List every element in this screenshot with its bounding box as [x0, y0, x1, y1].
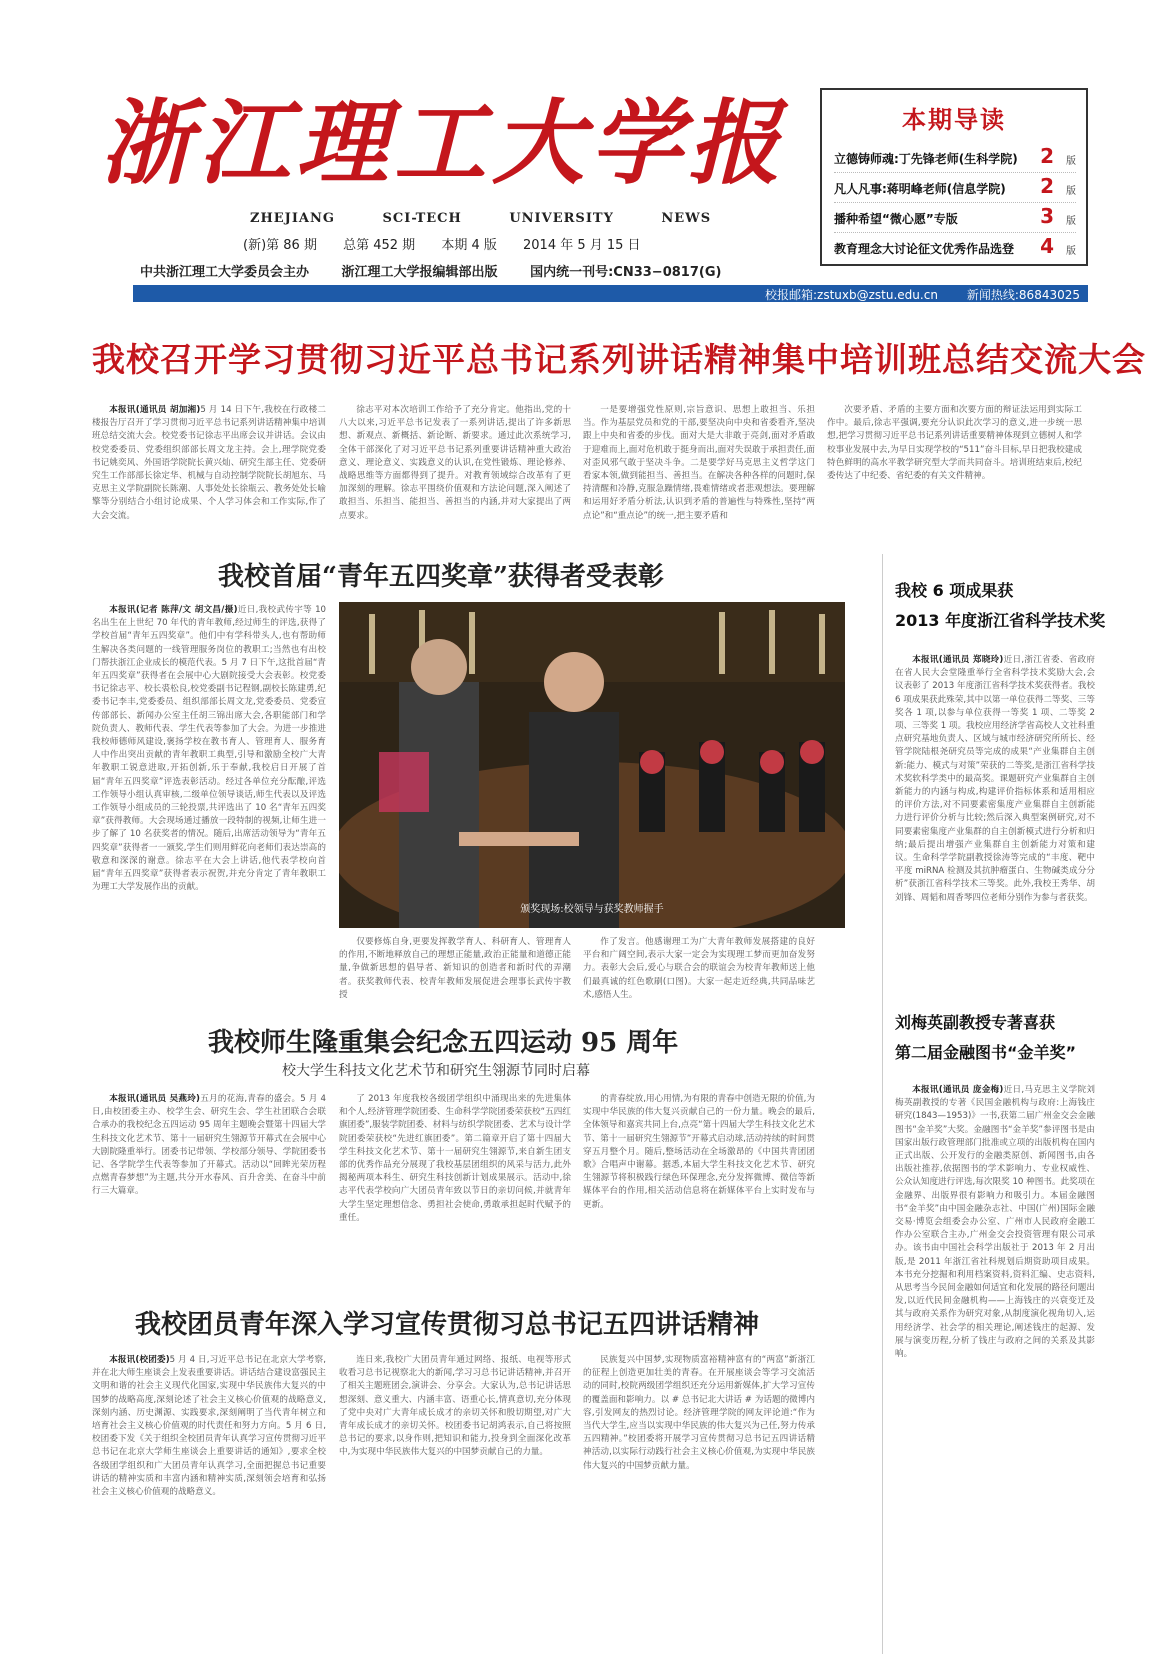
sidebar-story1-title2[interactable]: 2013 年度浙江省科学技术奖: [895, 611, 1106, 630]
english-masthead: [250, 211, 753, 226]
article-text: 近日,我校武传宇等 10 名出生在上世纪 70 年代的青年教师,经过师生的评选,获得了学校首届“青年五四奖章”。他们中有学科带头人,也有帮助师生解决各类问题的一线管理服务岗位的教职工;当然也有出校门帮扶浙江企业成长的模范代表。5 月 7 日下午,这批首届“青年五四奖章”获得者在会展中心大剧院接受大会表彰。校党委书记徐志平、校长裘松良,校党委副书记程钢,副校长陈建勇,纪委书记李丰,党委委员、组织部部长周文龙,党委委员、党委宣传部部长、新闻办公室主任胡三锦出席大会,各职能部门和学院负责人、教师代表、学生代表等参加了大会。为进一步推进我校师德师风建设,褒扬学校在教书育人、管理育人、服务育人中作出突出贡献的青年教职工典型,引导和激励全校广大青年教职工锐意进取,开拓创新,乐于奉献,我校启日开展了首届“青年五四奖章”评选表彰活动。经过各单位充分酝酿,评选工作领导小组认真审核,二级单位领导谈话,师生代表以及评选工作领导小组成员的三轮投票,共评选出了 10 名“青年五四奖章”获得教师。大会现场通过播放一段特制的视频,让师生进一步了解了 10 名获奖者的情况。随后,出席活动领导为“青年五四奖章”获得者一一颁奖,学生们则用鲜花向老师们表达崇高的敬意和深深的谢意。徐志平在大会上讲话,他代表学校向首届“青年五四奖章”获得者表示祝贺,并充分肯定了青年教职工为理工大学发展作出的贡献。: [92, 605, 326, 893]
article3-subtitle: 校大学生科技文化艺术节和研究生翎源节同时启幕: [282, 1063, 590, 1079]
issue-new: (新)第 86 期: [243, 238, 317, 253]
article-text: 一是要增强党性原则,宗旨意识、思想上敢担当、乐担当。作为基层党员和党的干部,要坚决向中央和省委看齐,坚决跟上中央和省委的步伐。面对大是大非敢于亮剑,面对矛盾敢于迎难而上,面对危机敢于挺身而出,面对失误敢于承担责任,面对歪风邪气敢于坚决斗争。二是要学好马克思主义哲学这门看家本领,做到能担当、善担当。在解决各种各样的问题时,保持清醒和冷静,克服急躁情绪,畏难情绪或者悲观想法。要理解和运用好矛盾分析法,认识到矛盾的普遍性与特殊性,坚持“两点论”和“重点论”的统一,把主要矛盾和: [583, 405, 815, 521]
sidebar: [882, 554, 1106, 1654]
guide-item-text: 凡人凡事:蒋明峰老师(信息学院): [834, 182, 1006, 196]
issue-pages: 本期 4 版: [441, 238, 497, 253]
guide-item-text: 播种希望“微心愿”专版: [834, 212, 958, 226]
sponsor-line: [140, 261, 749, 280]
english-word: ZHEJIANG: [250, 211, 335, 226]
article2-col3: [583, 936, 815, 998]
guide-title: 本期导读: [902, 106, 1006, 134]
award-photo: [339, 602, 845, 928]
guide-item-unit: 版: [1066, 156, 1076, 167]
guide-item-text: 立德铸师魂:丁先锋老师(生科学院): [834, 152, 1018, 166]
guide-item-unit: 版: [1066, 216, 1076, 227]
article-text: 连日来,我校广大团员青年通过网络、报纸、电视等形式收看习总书记视察北大的新闻,学习习总书记讲话精神,并召开了相关主题班团会,演讲会、分享会。大家认为,总书记讲话思想深刻、意义重大、内涵丰富、语重心长,情真意切,充分体现了党中央对广大青年成长成才的亲切关怀和殷切期望,对广大青年成长成才的亲切关怀。校团委书记胡鸿表示,自己将按照总书记的要求,以身作则,把知识和能力,投身到全面深化改革中,为实现中华民族伟大复兴的中国梦贡献自己的力量。: [339, 1355, 571, 1458]
sidebar-story1-body: [895, 654, 1095, 1022]
issue-date: 2014 年 5 月 15 日: [523, 238, 641, 253]
byline: 本报讯(记者 陈萍/文 胡文昌/摄): [109, 605, 238, 615]
english-word: SCI-TECH: [382, 211, 462, 226]
sidebar-story2-body: [895, 1084, 1095, 1634]
article1-col4: [827, 404, 1082, 532]
article-text: 作了发言。他感谢理工为广大青年教师发展搭建的良好平台和广阔空间,表示大家一定会为实现理工梦而更加奋发努力。表彰大会后,爱心与联合会的联谊会为校青年教师送上他们最真诚的红色歌刷(口图)。大家一起走近经典,共同品味艺术,感悟人生。: [583, 937, 815, 998]
article-text: 徐志平对本次培训工作给予了充分肯定。他指出,党的十八大以来,习近平总书记发表了一系列讲话,提出了许多新思想、新观点、新概括、新论断、新要求。通过此次系统学习,全体干部深化了对习近平总书记系列重要讲话精神重大政治意义、理论意义、实践意义的认识,在党性锻炼、理论修养、战略思维等方面都得到了提升。对教育领域综合改革有了更加深刻的理解。徐志平围绕价值观和方法论问题,深入阐述了敢担当、乐担当、能担当、善担当的内涵,并对大家提出了两点要求。: [339, 405, 571, 521]
article2-col2: [339, 936, 571, 998]
issue-total: 总第 452 期: [343, 238, 416, 253]
guide-item-page: 3: [1040, 204, 1054, 228]
article-text: 5 月 14 日下午,我校在行政楼二楼报告厅召开了学习贯彻习近平总书记系列讲话精神集中培训班总结交流大会。校党委书记徐志平出席会议并讲话。会议由校党委委员、党委组织部部长周文龙主持。会上,理学院党委书记姚奕风、外国语学院院长黄兴灿、研究生部主任、党委研究生工作部部长徐定华、机械与自动控制学院院长胡旭东、马克思主义学院副院长陈潮、人事处处长徐瓶云、教务处处长喻擎等分别结合小组讨论成果、个人学习体会和工作实际,作了大会交流。: [92, 405, 326, 521]
article3-col3: [583, 1093, 815, 1263]
byline: 本报讯(通讯员 庞金梅): [912, 1085, 1004, 1095]
article1-col1: [92, 404, 326, 532]
article3-col2: [339, 1093, 571, 1263]
guide-item[interactable]: [834, 142, 1076, 173]
article4-headline[interactable]: 我校团员青年深入学习宣传贯彻习总书记五四讲话精神: [135, 1310, 760, 1340]
english-word: NEWS: [661, 211, 712, 226]
guide-item-page: 2: [1040, 174, 1054, 198]
award-photo-illustration: [339, 602, 845, 928]
article-text: 民族复兴中国梦,实现物质富裕精神富有的“两富”新浙江的征程上创造更加壮美的青春。在开展座谈会等学习交流活动的同时,校院两级团学组织还充分运用新媒体,扩大学习宣传的覆盖面和影响力。以 # 总书记北大讲话 # 为话题的微博内容,引发网友的热烈讨论。经济管理学院的网友评论道:“作为当代大学生,应当以实现中华民族的伟大复兴为己任,努力传承五四精神。”校团委将开展学习宣传贯彻习总书记五四讲话精神活动,以实际行动践行社会主义核心价值观,为实现中华民族伟大复兴的中国梦贡献力量。: [583, 1355, 815, 1471]
article-text: 的青春绽放,用心用情,为有限的青春中创造无限的价值,为实现中华民族的伟大复兴贡献自己的一份力量。晚会的最后,全体领导和嘉宾共同上台,点亮“第十四届大学生科技文化艺术节、第十一届研究生翎源节”开幕式启动球,活动持续的时间贯穿五月整个月。随后,整场活动在全场激昂的《中国共青团团歌》合唱声中谢幕。据悉,本届大学生科技文化艺术节、研究生翎源节将积极践行绿色环保理念,充分发挥微博、微信等新媒体平台的作用,相关活动信息将在新媒体平台上实时发布与更新。: [583, 1094, 815, 1210]
byline: 本报讯(通讯员 吴燕玲): [109, 1094, 200, 1104]
hotline-text: 新闻热线:86843025: [966, 288, 1080, 302]
article-text: 近日,马克思主义学院刘梅英副教授的专著《民国金融机构与政府:上海钱庄研究(1843—1953)》一书,获第二届广州金交会金融图书“金羊奖”大奖。金融图书“金羊奖”参评图书是由国家出版行政管理部门批准或立项的出版机构在国内正式出版、公开发行的金融类原创、新闻图书,由各出版社推荐,依据图书的学术影响力、专业权威性、公众认知度进行评选,每次限奖 10 种图书。此奖项在金融界、出版界很有影响力和吸引力。本届金融图书“金羊奖”由中国金融杂志社、中国(广州)国际金融交易·博览会组委会办公室、广州市人民政府金融工作办公室联合主办,广州金交会投资管理有限公司承办。该书由中国社会科学出版社于 2013 年 2 月出版,是 2011 年浙江省社科规划后期资助项目成果。本书充分挖掘和利用档案资料,资料汇编、史志资料,从思考当今民间金融如何适宜和化发展的路径问题出发,以近代民间金融机构——上海钱庄的兴衰变迁及其与政府关系作为研究对象,从制度演化视角切入,运用经济学、社会学的相关理论,阐述钱庄的起源、发展与演变历程,分析了钱庄与政府之间的关系及其影响。: [895, 1085, 1095, 1360]
article-text: 5 月 4 日,习近平总书记在北京大学考察,并在北大师生座谈会上发表重要讲话。讲话结合建设富强民主文明和谐的社会主义现代化国家,实现中华民族伟大复兴的中国梦的战略高度,深刻论述了社会主义核心价值观的战略意义,深刻内涵、历史渊源、实践要求,深刻阐明了当代青年树立和培育社会主义核心价值观的时代责任和努力方向。5 月 6 日,校团委下发《关于组织全校团员青年认真学习宣传贯彻习近平总书记在北京大学师生座谈会上重要讲话的通知》,要求全校各级团学组织和广大团员青年认真学习,全面把握总书记重要讲话的精神实质和丰富内涵和精神实质,深刻领会培育和弘扬社会主义核心价值观的战略意义。: [92, 1355, 326, 1498]
guide-item-page: 2: [1040, 144, 1054, 168]
guide-box: [820, 88, 1088, 266]
article1-col3: [583, 404, 815, 532]
sidebar-story1-title1[interactable]: 我校 6 项成果获: [895, 581, 1014, 600]
sidebar-story2-title1[interactable]: 刘梅英副教授专著喜获: [895, 1013, 1056, 1032]
lead-headline[interactable]: 我校召开学习贯彻习近平总书记系列讲话精神集中培训班总结交流大会: [92, 340, 1146, 379]
photo-caption: 颁奖现场:校领导与获奖教师握手: [520, 904, 664, 915]
article-text: 了 2013 年度我校各级团学组织中涌现出来的先进集体和个人,经济管理学院团委、生命科学学院团委荣获校“五四红旗团委”,服装学院团委、材料与纺织学院团委、艺术与设计学院团委荣获校“先进红旗团委”。第二篇章开启了第十四届大学生科技文化艺术节、第十一届研究生翎源节,来自新生团支部的优秀作品充分展现了我校基层团组织的风采与活力,此外揭秘两项本科生、研究生科技创新计划成果展示。活动中,徐志平代表学校向广大团员青年致以节日的亲切问候,并就青年大学生坚定理想信念、勇担社会使命,勇敢承担起时代赋予的重任。: [339, 1094, 571, 1223]
english-word: UNIVERSITY: [509, 211, 614, 226]
newspaper-masthead: 浙江理工大学报: [100, 89, 787, 197]
article-text: 次要矛盾、矛盾的主要方面和次要方面的辩证法运用到实际工作中。最后,徐志平强调,要充分认识此次学习的意义,进一步统一思想,把学习贯彻习近平总书记系列讲话重要精神体现到立德树人和学校事业发展中去,为早日实现学校的“511”奋斗目标,早日把我校建成特色鲜明的高水平教学研究型大学而共同奋斗。培训班结束后,校纪委传达了中纪委、省纪委的有关文件精神。: [827, 405, 1082, 482]
guide-item[interactable]: [834, 232, 1076, 262]
guide-item-unit: 版: [1066, 186, 1076, 197]
article1-col2: [339, 404, 571, 532]
byline: 本报讯(通讯员 郑晓玲): [912, 655, 1004, 665]
contact-bar: [133, 285, 1088, 302]
article-text: 五月的花海,青春的盛会。5 月 4 日,由校团委主办、校学生会、研究生会、学生社团联合会联合承办的我校纪念五四运动 95 周年主题晚会暨第十四届大学生科技文化艺术节、第十一届研究生翎源节开幕式在会展中心大剧院隆重举行。团委书记带领、学校部分领导、学院团委书记、各学院学生代表等参加了开幕式。活动以“回眸光荣历程 点燃青春梦想”为主题,共分开水春风、百升舍美、在奋斗中前行三大篇章。: [92, 1094, 326, 1197]
guide-item[interactable]: [834, 172, 1076, 203]
sponsor: 中共浙江理工大学委员会主办: [140, 265, 310, 280]
guide-item-page: 4: [1040, 234, 1054, 258]
guide-item-text: 教育理念大讨论征文优秀作品选登: [834, 242, 1015, 256]
byline: 本报讯(通讯员 胡加湘): [109, 405, 201, 415]
article2-headline[interactable]: 我校首届“青年五四奖章”获得者受表彰: [218, 562, 664, 592]
email-text[interactable]: 校报邮箱:zstuxb@zstu.edu.cn: [765, 288, 938, 302]
article-text: 近日,浙江省委、省政府在省人民大会堂隆重举行全省科学技术奖励大会,会议表彰了 2013 年度浙江省科学技术奖获得者。我校 6 项成果获此殊荣,其中以第一单位获得二等奖、三等奖各 1 项,以参与单位获得一等奖 1 项、二等奖 2 项、三等奖 1 项。我校应用经济学省高校人文社科重点研究基地负责人、区域与城市经济研究所所长、经管学院陆根尧研究员等完成的成果“产业集群自主创新:能力、模式与对策”荣获的二等奖,是浙江省科学技术奖软科学类中的最高奖。课题研究产业集群自主创新能力的内涵与构成,构建评价指标体系和适用相应的评价方法,对不同要素密集度产业集群自主创新能力进行评价分析与比较;然后深入典型案例研究,对不同要素密集度产业集群的自主创新模式进行分析和归纳;最后提出增强产业集群自主创新能力对策和建议。生命科学学院副教授徐涛等完成的“丰度、靶中平度 miRNA 检测及其抗肿瘤蛋白、生物碱类成分分析”获浙江省科学技术三等奖。此外,我校王秀华、胡刘锋、周韬和周香琴四位老师分别作为参与者获奖。: [895, 655, 1095, 903]
article3-col1: [92, 1093, 326, 1263]
article2-col1: [92, 604, 326, 998]
article4-col2: [339, 1354, 571, 1632]
article-text: 仅要修炼自身,更要发挥教学育人、科研育人、管理育人的作用,不断地释放自己的理想正能量,政治正能量和道德正能量,争做新思想的倡导者、新知识的创造者和新时代的弄潮者。获奖教师代表、校青年教师发展促进会理事长武传宇教授: [339, 937, 571, 998]
guide-item[interactable]: [834, 202, 1076, 233]
article4-col3: [583, 1354, 815, 1632]
article4-col1: [92, 1354, 326, 1632]
cn-number: 国内统一刊号:CN33−0817(G): [530, 265, 722, 280]
guide-item-unit: 版: [1066, 246, 1076, 257]
byline: 本报讯(校团委): [109, 1355, 170, 1365]
sidebar-story2-title2[interactable]: 第二届金融图书“金羊奖”: [895, 1043, 1077, 1062]
issue-info: [243, 234, 663, 253]
article3-headline[interactable]: 我校师生隆重集会纪念五四运动 95 周年: [208, 1028, 679, 1058]
publisher: 浙江理工大学报编辑部出版: [341, 265, 498, 280]
